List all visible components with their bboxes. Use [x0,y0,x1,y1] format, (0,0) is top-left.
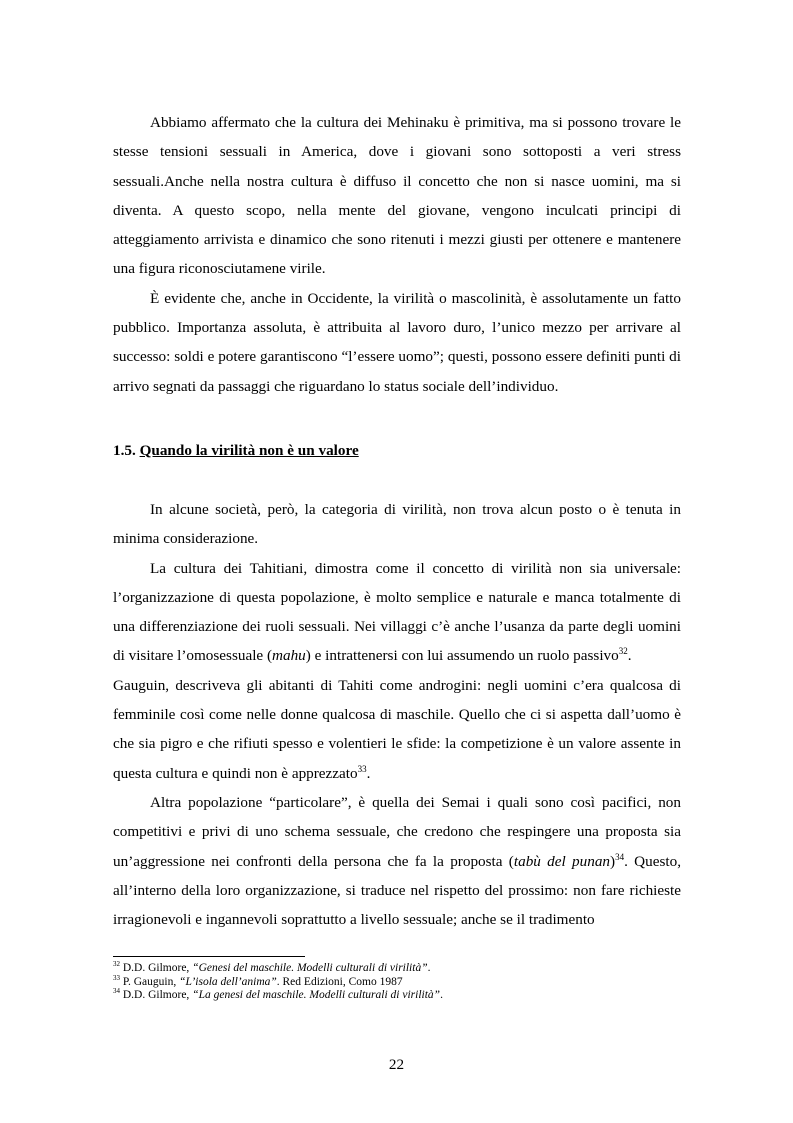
paragraph-tahitiani: La cultura dei Tahitiani, dimostra come il concetto di virilità non sia universale: l’organizzazione di questa popolazione, è molto semplice e naturale e manca totalmente di una differenziazione dei ruoli sessuali. Nei villaggi c’è anche l’usanza da parte degli uomini di visitare l’omosessuale (mahu) e intrattenersi con lui assumendo un ruolo passivo$^{32}$. [113,559,681,665]
footnote-34: $^{34}$ D.D. Gilmore, “La genesi del maschile. Modelli culturali di virilità”. [113,987,443,1001]
footnote-separator [113,956,305,957]
section-title: Quando la virilità non è un valore [139,442,359,459]
footnote-ref-33: 33 [357,763,367,774]
page-number: 22 [388,1056,405,1073]
paragraph-mehinaku: Abbiamo affermato che la cultura dei Mehinaku è primitiva, ma si possono trovare le stesse tensioni sessuali in America, dove i giovani sono sottoposti a veri stress sessuali.Anche nella nostra cultura è diffuso il concetto che non si nasce uomini, ma si diventa. A questo scopo, nella mente del giovane, vengono inculcati principi di atteggiamento arrivista e dinamico che sono ritenuti i mezzi giusti per ottenere e mantenere una figura riconosciutamene virile. [113,114,681,278]
footnote-ref-34: 34 [615,851,625,862]
paragraph-gauguin: Gauguin, descriveva gli abitanti di Tahiti come androgini: negli uomini c’era qualcosa di femminile così come nelle donne qualcosa di maschile. Quello che ci si aspetta dall’uomo è che sia pigro e che rifiuti spesso e volentieri le sfide: la competizione è un valore assente in questa cultura e quindi non è apprezzato$^{33}$. [113,676,681,782]
footnote-32: $^{32}$ D.D. Gilmore, “Genesi del maschile. Modelli culturali di virilità”. [113,960,431,974]
footnotes [113,962,681,1003]
section-body-2 [113,495,681,934]
term-tabu-del-punan: tabù del punan [513,852,611,870]
section-number: 1.5. [113,442,136,459]
section-heading [113,442,359,460]
section-body-1 [113,108,681,401]
footnote-33: $^{33}$ P. Gauguin, “L’isola dell’anima”. Red Edizioni, Como 1987 [113,973,403,988]
paragraph-semai: Altra popolazione “particolare”, è quella dei Semai i quali sono così pacifici, non competitivi e privi di uno schema sessuale, che credono che respingere una proposta sia un’aggressione nei confronti della persona che fa la proposta (tabù del punan)$^{34}$. Questo, all’interno della loro organizzazione, si traduce nel rispetto del prossimo: non fare richieste irragionevoli e ingannevoli soprattutto a livello sessuale; anche se il tradimento [113,793,682,929]
term-mahu: mahu [272,647,306,665]
footnote-ref-32: 32 [618,646,628,657]
paragraph-alcune-societa: In alcune società, però, la categoria di virilità, non trova alcun posto o è tenuta in minima considerazione. [113,501,681,548]
paragraph-occidente: È evidente che, anche in Occidente, la virilità o mascolinità, è assolutamente un fatto pubblico. Importanza assoluta, è attribuita al lavoro duro, l’unico mezzo per arrivare al successo: soldi e potere garantiscono “l’essere uomo”; questi, possono essere definiti punti di arrivo segnati da passaggi che riguardano lo status sociale dell’individuo. [113,289,681,395]
